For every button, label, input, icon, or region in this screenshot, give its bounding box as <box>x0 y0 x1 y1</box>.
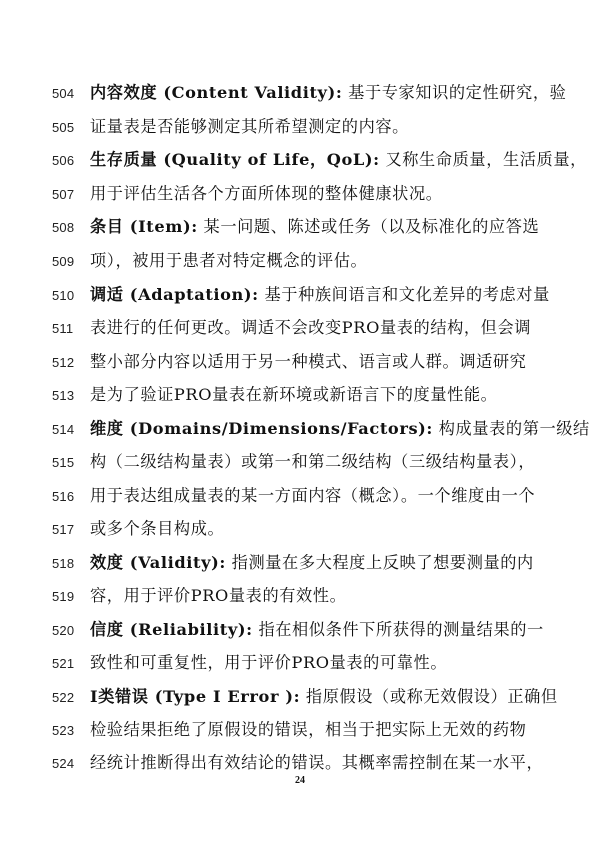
line-text <box>90 617 544 643</box>
line-number: 513 <box>52 388 75 403</box>
definition-text: 经统计推断得出有效结论的错误。其概率需控制在某一水平， <box>90 753 544 772</box>
line-text <box>90 717 527 743</box>
line-number: 518 <box>52 556 75 571</box>
line-number: 524 <box>52 756 75 771</box>
text-line <box>0 447 600 479</box>
line-number: 511 <box>52 321 74 336</box>
line-text <box>90 114 520 140</box>
text-line <box>0 112 600 144</box>
text-line <box>0 481 600 513</box>
definition-text: 检验结果拒绝了原假设的错误，相当于把实际上无效的药物 <box>90 720 527 739</box>
definition-text: 某一问题、陈述或任务（以及标准化的应答选 <box>197 217 540 236</box>
line-number: 509 <box>52 254 75 269</box>
glossary-term: 条目 (Item): <box>90 217 198 236</box>
text-line <box>0 380 600 412</box>
line-number: 512 <box>52 355 75 370</box>
text-line <box>0 280 600 312</box>
line-text <box>90 349 527 375</box>
line-number: 521 <box>52 656 75 671</box>
definition-text: 指在相似条件下所获得的测量结果的一 <box>252 620 544 639</box>
text-line <box>0 179 600 211</box>
line-text <box>90 248 520 274</box>
text-line <box>0 347 600 379</box>
text-line <box>0 414 600 446</box>
text-line <box>0 212 600 244</box>
text-line <box>0 78 600 110</box>
definition-text: 构成量表的第一级结 <box>433 419 590 438</box>
definition-text: 指测量在多大程度上反映了想要测量的内 <box>225 553 534 572</box>
line-number: 506 <box>52 153 75 168</box>
definition-text: 证量表是否能够测定其所希望测定的内容。 <box>90 117 409 136</box>
line-number: 510 <box>52 288 75 303</box>
line-number: 508 <box>52 220 75 235</box>
line-number: 519 <box>52 589 75 604</box>
glossary-term: I类错误 (Type I Error ): <box>90 687 301 706</box>
text-line <box>0 548 600 580</box>
line-text <box>90 416 590 442</box>
text-line <box>0 313 600 345</box>
line-text <box>90 214 540 240</box>
definition-text: 构（二级结构量表）或第一和第二级结构（三级结构量表）， <box>90 452 536 471</box>
glossary-term: 内容效度 (Content Validity): <box>90 83 343 102</box>
text-line <box>0 615 600 647</box>
line-text <box>90 650 520 676</box>
line-text <box>90 315 532 341</box>
line-number: 505 <box>52 120 75 135</box>
definition-text: 基于专家知识的定性研究，验 <box>342 83 567 102</box>
glossary-term: 生存质量 (Quality of Life，QoL): <box>90 150 380 169</box>
line-text <box>90 147 587 173</box>
line-number: 507 <box>52 187 75 202</box>
text-line <box>0 682 600 714</box>
line-text <box>90 516 520 542</box>
definition-text: 基于种族间语言和文化差异的考虑对量 <box>258 285 550 304</box>
glossary-term: 调适 (Adaptation): <box>90 285 259 304</box>
text-line <box>0 514 600 546</box>
line-number: 516 <box>52 489 75 504</box>
definition-text: 整小部分内容以适用于另一种模式、语言或人群。调适研究 <box>90 352 527 371</box>
line-text <box>90 80 567 106</box>
definition-text: 致性和可重复性，用于评价PRO量表的可靠性。 <box>90 653 448 672</box>
definition-text: 用于表达组成量表的某一方面内容（概念）。一个维度由一个 <box>90 486 536 505</box>
line-text <box>90 583 520 609</box>
text-line <box>0 581 600 613</box>
line-text <box>90 483 536 509</box>
definition-text: 或多个条目构成。 <box>90 519 225 538</box>
text-line <box>0 145 600 177</box>
line-text <box>90 282 550 308</box>
definition-text: 又称生命质量，生活质量， <box>379 150 587 169</box>
line-text <box>90 382 520 408</box>
definition-text: 是为了验证PRO量表在新环境或新语言下的度量性能。 <box>90 385 498 404</box>
text-line <box>0 648 600 680</box>
line-number: 504 <box>52 86 75 101</box>
glossary-term: 信度 (Reliability): <box>90 620 253 639</box>
definition-text: 用于评估生活各个方面所体现的整体健康状况。 <box>90 184 443 203</box>
line-text <box>90 181 520 207</box>
line-number: 515 <box>52 455 75 470</box>
line-text <box>90 750 544 776</box>
definition-text: 容，用于评价PRO量表的有效性。 <box>90 586 347 605</box>
line-text <box>90 684 558 710</box>
line-number: 517 <box>52 522 75 537</box>
definition-text: 表进行的任何更改。调适不会改变PRO量表的结构，但会调 <box>90 318 532 337</box>
definition-text: 指原假设（或称无效假设）正确但 <box>300 687 558 706</box>
line-number: 523 <box>52 723 75 738</box>
line-text <box>90 550 534 576</box>
page-number: 24 <box>295 775 305 786</box>
line-number: 522 <box>52 690 75 705</box>
text-line <box>0 246 600 278</box>
definition-text: 项），被用于患者对特定概念的评估。 <box>90 251 368 270</box>
line-number: 520 <box>52 623 75 638</box>
line-text <box>90 449 536 475</box>
text-line <box>0 715 600 747</box>
line-number: 514 <box>52 422 75 437</box>
glossary-term: 维度 (Domains/Dimensions/Factors): <box>90 419 434 438</box>
glossary-term: 效度 (Validity): <box>90 553 226 572</box>
